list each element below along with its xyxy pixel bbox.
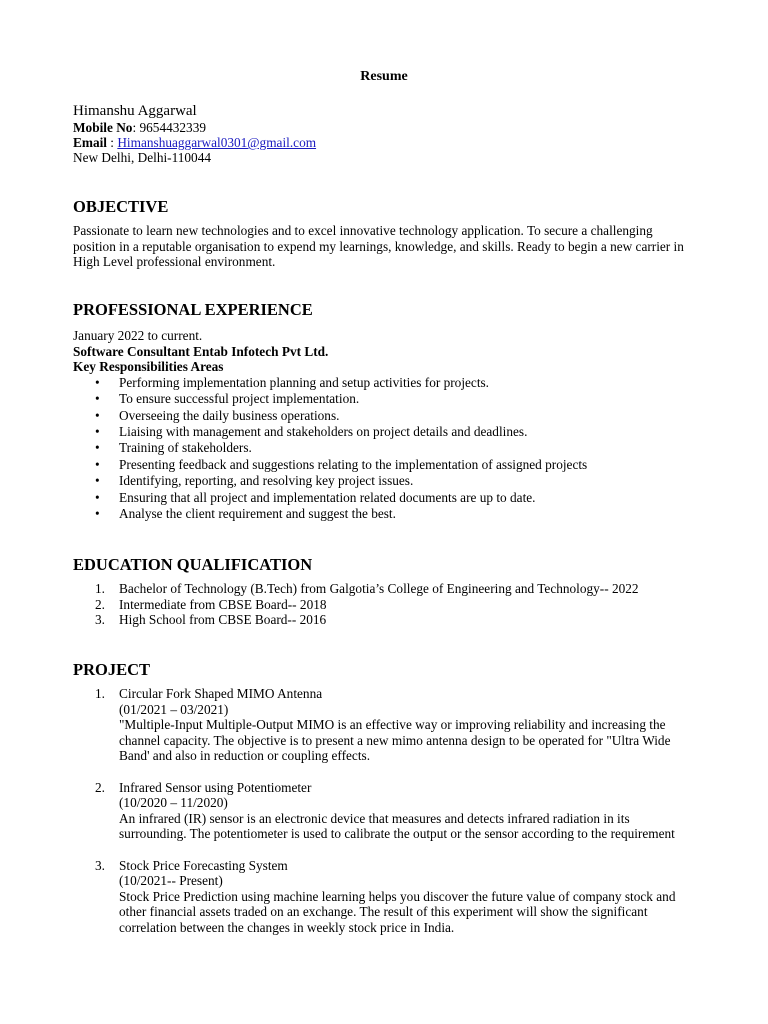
candidate-name: Himanshu Aggarwal <box>73 103 197 119</box>
list-item-text: Liaising with management and stakeholders on project details and deadlines. <box>119 424 528 439</box>
bullet-icon: • <box>95 489 100 505</box>
list-item-text: Presenting feedback and suggestions relating to the implementation of assigned projects <box>119 456 588 472</box>
project-heading: PROJECT <box>73 660 151 679</box>
list-item-text: High School from CBSE Board-- 2016 <box>119 612 327 628</box>
project-dates: (10/2020 – 11/2020) <box>119 795 228 811</box>
email-label: Email <box>73 135 107 150</box>
list-item-text: Overseeing the daily business operations. <box>119 407 340 423</box>
project-description: An infrared (IR) sensor is an electronic device that measures and detects infrared radiation in its surrounding. The potentiometer is used to calibrate the output or the sensor according to the requirement <box>119 810 675 842</box>
list-item-text: Intermediate from CBSE Board-- 2018 <box>119 596 327 612</box>
mobile-line <box>73 120 316 135</box>
project-title: Circular Fork Shaped MIMO Antenna <box>119 686 323 701</box>
experience-section <box>73 300 698 522</box>
objective-text: Passionate to learn new technologies and to excel innovative technology application. To secure a challenging position in a reputable organisation to expend my learnings, knowledge, and skills. Ready to begin a new carrier in High Level professional environment. <box>73 223 684 270</box>
education-list <box>73 581 698 628</box>
list-number: 2. <box>95 779 105 795</box>
list-item <box>73 612 698 628</box>
list-item <box>73 858 698 936</box>
list-item <box>73 686 698 764</box>
objective-section <box>73 197 698 270</box>
list-item-text: Ensuring that all project and implementation related documents are up to date. <box>119 489 536 505</box>
list-item <box>73 408 698 424</box>
doc-title: Resume <box>360 69 408 84</box>
objective-heading: OBJECTIVE <box>73 197 169 216</box>
bullet-icon: • <box>95 407 100 423</box>
project-description: Stock Price Prediction using machine learning helps you discover the future value of company stock and other financial assets traded on an exchange. The result of this experiment will show the significant correlation between the changes in weekly stock price in India. <box>119 888 676 935</box>
project-title: Infrared Sensor using Potentiometer <box>119 779 312 795</box>
education-heading: EDUCATION QUALIFICATION <box>73 555 313 574</box>
bullet-icon: • <box>95 456 100 472</box>
email-separator: : <box>106 135 118 150</box>
bullet-icon: • <box>95 473 100 489</box>
bullet-icon: • <box>95 440 100 456</box>
bullet-icon: • <box>95 391 100 407</box>
email-link[interactable]: Himanshuaggarwal0301@gmail.com <box>117 135 317 150</box>
project-description: "Multiple-Input Multiple-Output MIMO is an effective way or improving reliability and increasing the channel capacity. The objective is to present a new mimo antenna design to be operated for "Ultra Wide Band' and also in reduction or coupling effects. <box>119 717 671 764</box>
project-list <box>73 686 698 936</box>
email-line <box>73 135 316 150</box>
list-item-text: Training of stakeholders. <box>119 440 252 456</box>
list-number: 1. <box>95 581 105 596</box>
list-number: 1. <box>95 686 105 701</box>
experience-role: Software Consultant Entab Infotech Pvt Ltd. <box>73 343 329 359</box>
list-number: 2. <box>95 596 105 612</box>
list-item <box>73 581 698 597</box>
list-item <box>73 391 698 407</box>
project-dates: (01/2021 – 03/2021) <box>119 701 229 717</box>
list-item <box>73 597 698 613</box>
mobile-label: Mobile No <box>73 120 133 135</box>
list-item-text: Analyse the client requirement and suggest the best. <box>119 506 396 522</box>
bullet-icon: • <box>95 424 100 439</box>
list-item-text: Performing implementation planning and setup activities for projects. <box>119 374 490 390</box>
list-item <box>73 780 698 842</box>
list-item <box>73 457 698 473</box>
mobile-number: 9654432339 <box>139 120 206 135</box>
list-item-text: To ensure successful project implementation. <box>119 391 360 407</box>
list-item-text: Identifying, reporting, and resolving key project issues. <box>119 473 414 489</box>
experience-period: January 2022 to current. <box>73 328 203 343</box>
responsibilities-heading: Key Responsibilities Areas <box>73 359 224 375</box>
project-title: Stock Price Forecasting System <box>119 857 288 873</box>
list-item <box>73 375 698 391</box>
list-item <box>73 473 698 489</box>
bullet-icon: • <box>95 374 100 390</box>
project-section <box>73 660 698 951</box>
list-item-text: Bachelor of Technology (B.Tech) from Galgotia’s College of Engineering and Technology-- 2022 <box>119 581 639 596</box>
education-section <box>73 555 698 628</box>
list-number: 3. <box>95 857 105 873</box>
list-item <box>73 506 698 522</box>
bullet-icon: • <box>95 506 100 522</box>
address-line: New Delhi, Delhi-110044 <box>73 150 211 165</box>
contact-block <box>73 103 316 165</box>
list-number: 3. <box>95 612 105 628</box>
experience-heading: PROFESSIONAL EXPERIENCE <box>73 300 313 319</box>
list-item <box>73 424 698 440</box>
responsibilities-list <box>73 375 698 523</box>
project-dates: (10/2021-- Present) <box>119 873 223 889</box>
list-item <box>73 440 698 456</box>
list-item <box>73 490 698 506</box>
mobile-separator: : <box>132 120 140 135</box>
